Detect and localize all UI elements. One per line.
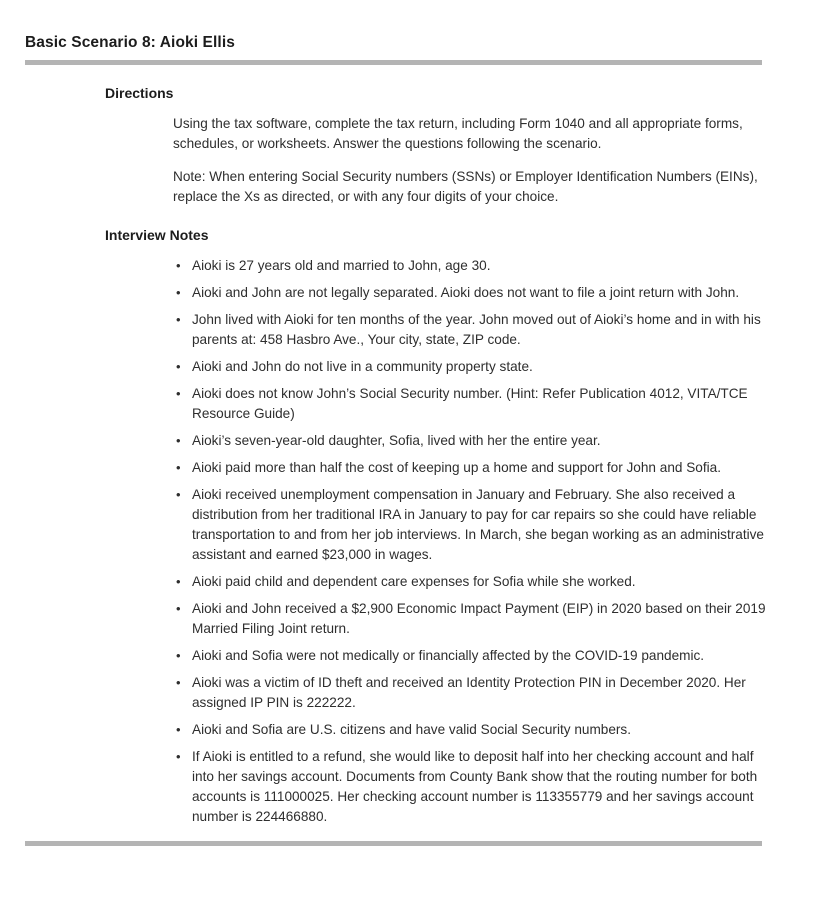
directions-paragraph-2: Note: When entering Social Security numbers (SSNs) or Employer Identification Numbers (EINs), replace the Xs as directed, or with any four digits of your choice. <box>173 169 758 204</box>
directions-section <box>25 85 788 207</box>
bullet-text: John lived with Aioki for ten months of the year. John moved out of Aioki’s home and in with his parents at: 458 Hasbro Ave., Your city, state, ZIP code. <box>192 312 761 347</box>
list-item <box>173 572 769 592</box>
bullet-text: Aioki and John are not legally separated. Aioki does not want to file a joint return with John. <box>192 285 740 300</box>
directions-paragraph-1: Using the tax software, complete the tax return, including Form 1040 and all appropriate forms, schedules, or worksheets. Answer the questions following the scenario. <box>173 116 743 151</box>
footer-area <box>25 841 788 846</box>
bullet-text: Aioki’s seven-year-old daughter, Sofia, lived with her the entire year. <box>192 433 601 448</box>
list-item <box>173 485 769 565</box>
bullet-icon: • <box>176 749 181 764</box>
bullet-icon: • <box>176 460 181 475</box>
list-item <box>173 458 769 478</box>
list-item <box>173 256 769 276</box>
list-item <box>173 310 769 350</box>
bullet-icon: • <box>176 386 181 401</box>
bullet-icon: • <box>176 648 181 663</box>
bullet-icon: • <box>176 433 181 448</box>
bottom-divider <box>25 841 762 846</box>
bullet-text: Aioki received unemployment compensation in January and February. She also received a distribution from her traditional IRA in January to pay for car repairs so she could have reliable transportation to and from her job interviews. In March, she began working as an administrative assistant and earned $23,000 in wages. <box>192 487 764 562</box>
bullet-icon: • <box>176 285 181 300</box>
list-item <box>173 283 769 303</box>
interview-notes-heading: Interview Notes <box>105 227 209 243</box>
bullet-icon: • <box>176 675 181 690</box>
bullet-icon: • <box>176 601 181 616</box>
bullet-text: Aioki was a victim of ID theft and received an Identity Protection PIN in December 2020. Her assigned IP PIN is 222222. <box>192 675 746 710</box>
list-item <box>173 646 769 666</box>
list-item <box>173 747 769 827</box>
bullet-icon: • <box>176 258 181 273</box>
bullet-text: Aioki paid more than half the cost of keeping up a home and support for John and Sofia. <box>192 460 721 475</box>
bullet-text: Aioki is 27 years old and married to John, age 30. <box>192 258 491 273</box>
directions-body <box>173 114 765 207</box>
bullet-text: Aioki does not know John’s Social Security number. (Hint: Refer Publication 4012, VITA/TCE Resource Guide) <box>192 386 748 421</box>
list-item <box>173 431 769 451</box>
page-title: Basic Scenario 8: Aioki Ellis <box>25 34 235 51</box>
bullet-text: Aioki and Sofia were not medically or financially affected by the COVID-19 pandemic. <box>192 648 705 663</box>
bullet-text: Aioki and John received a $2,900 Economic Impact Payment (EIP) in 2020 based on their 2019 Married Filing Joint return. <box>192 601 766 636</box>
directions-heading: Directions <box>105 85 174 101</box>
list-item <box>173 673 769 713</box>
bullet-text: Aioki and John do not live in a community property state. <box>192 359 533 374</box>
bullet-icon: • <box>176 574 181 589</box>
bullet-text: Aioki paid child and dependent care expenses for Sofia while she worked. <box>192 574 636 589</box>
list-item <box>173 599 769 639</box>
bullet-icon: • <box>176 359 181 374</box>
bullet-icon: • <box>176 487 181 502</box>
list-item <box>173 384 769 424</box>
bullet-text: Aioki and Sofia are U.S. citizens and have valid Social Security numbers. <box>192 722 631 737</box>
title-divider <box>25 60 762 65</box>
interview-notes-list <box>173 256 769 827</box>
bullet-text: If Aioki is entitled to a refund, she would like to deposit half into her checking account and half into her savings account. Documents from County Bank show that the routing number for both accounts is 111000025. Her checking account number is 113355779 and her savings account number is 224466880. <box>192 749 758 824</box>
interview-notes-section <box>25 227 788 827</box>
bullet-icon: • <box>176 312 181 327</box>
list-item <box>173 720 769 740</box>
list-item <box>173 357 769 377</box>
bullet-icon: • <box>176 722 181 737</box>
